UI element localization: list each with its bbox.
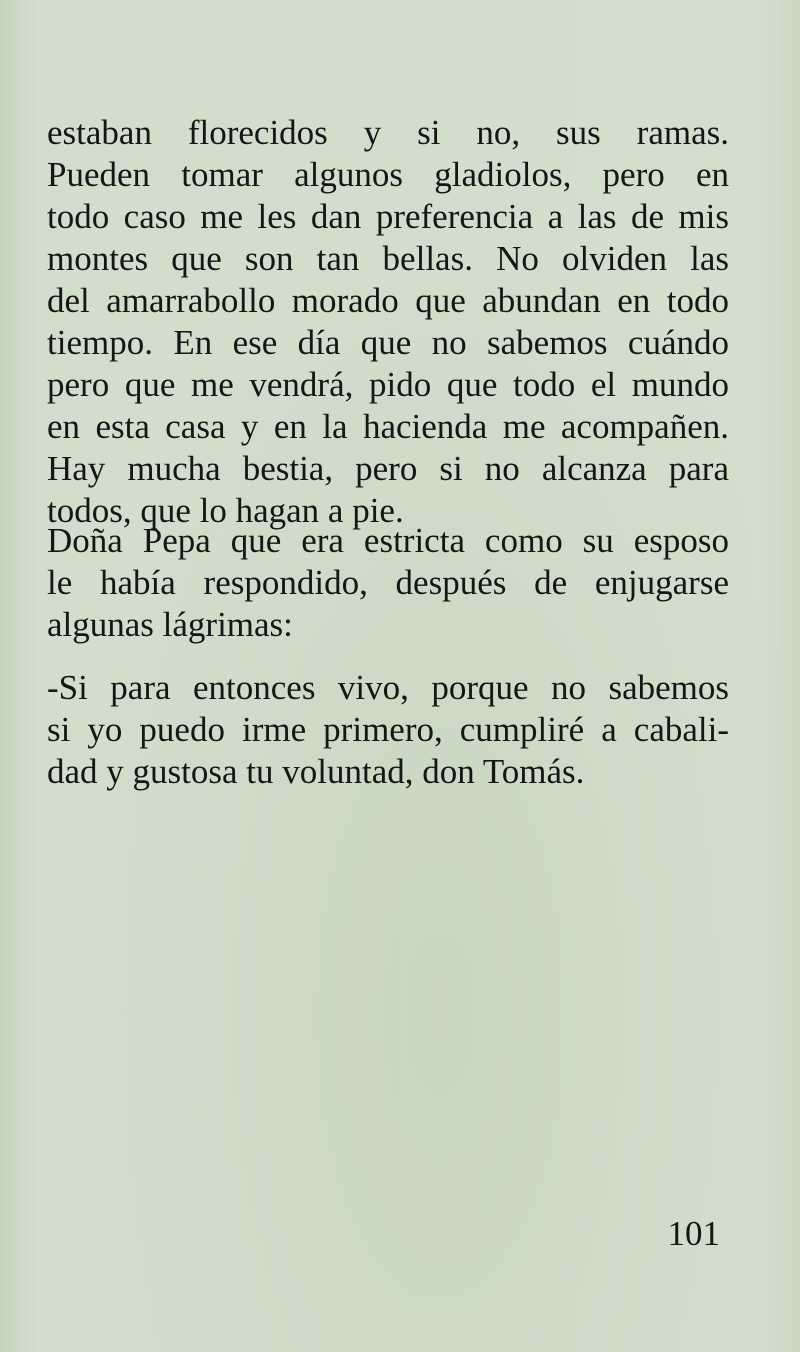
paragraph-1 [47, 112, 729, 532]
text-line: algunas lágrimas: [47, 605, 293, 644]
text-line: Pueden tomar algunos gladiolos, pero en [47, 155, 729, 194]
text-line: -Si para entonces vivo, porque no sabemos [47, 668, 729, 707]
text-line: si yo puedo irme primero, cumpliré a cabali- [47, 710, 729, 749]
text-line: todos, que lo hagan a pie. [47, 491, 404, 530]
paragraph-3 [47, 667, 729, 793]
text-line: estaban florecidos y si no, sus ramas. [47, 113, 729, 152]
text-line: Doña Pepa que era estricta como su esposo [47, 521, 729, 560]
text-line: todo caso me les dan preferencia a las de mis [47, 197, 729, 236]
page-number: 101 [667, 1214, 720, 1253]
text-line: dad y gustosa tu voluntad, don Tomás. [47, 752, 585, 791]
text-line: Hay mucha bestia, pero si no alcanza para [47, 449, 729, 488]
text-line: del amarrabollo morado que abundan en todo [47, 281, 729, 320]
text-line: en esta casa y en la hacienda me acompañen. [47, 407, 729, 446]
text-line: montes que son tan bellas. No olviden las [47, 239, 729, 278]
text-line: le había respondido, después de enjugarse [47, 563, 729, 602]
text-line: tiempo. En ese día que no sabemos cuándo [47, 323, 729, 362]
text-line: pero que me vendrá, pido que todo el mundo [47, 365, 729, 404]
paragraph-2 [47, 520, 729, 646]
